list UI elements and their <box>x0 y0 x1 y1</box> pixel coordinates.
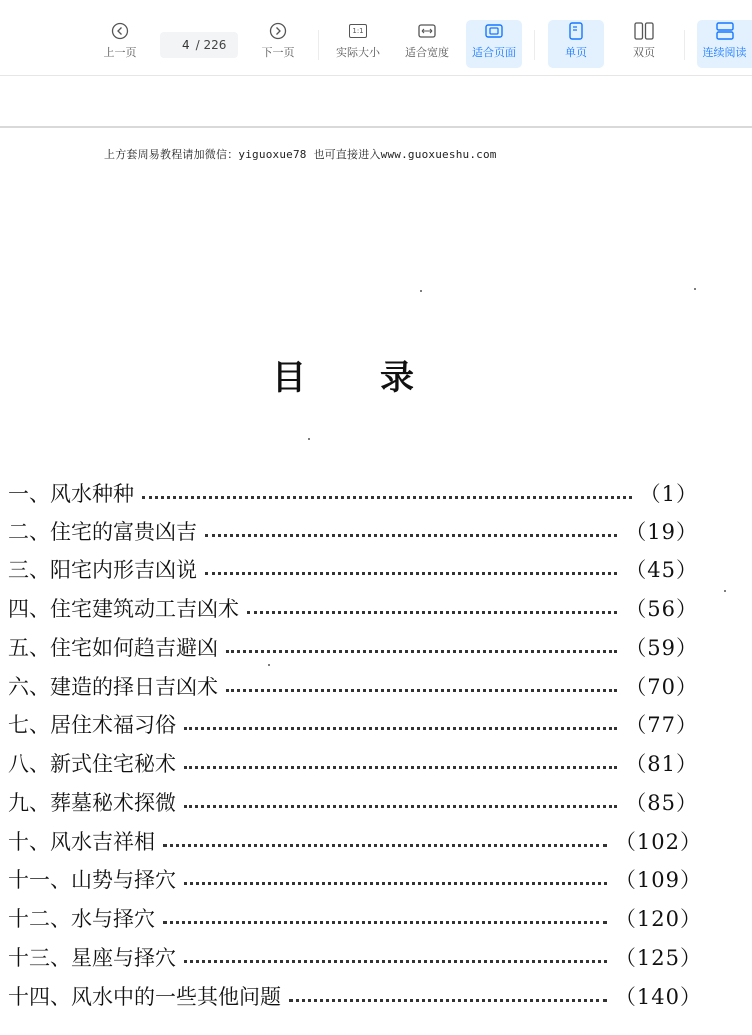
toc-entry-page: （59） <box>625 636 698 660</box>
scan-speck <box>308 438 310 440</box>
toc-entry[interactable] <box>8 591 698 625</box>
page-indicator <box>160 32 238 58</box>
reader-toolbar <box>0 0 752 76</box>
toc-entry-title: 十三、星座与择穴 <box>8 946 176 970</box>
scan-speck <box>694 288 696 290</box>
toc-entry-title: 十、风水吉祥相 <box>8 830 155 854</box>
double-page-icon <box>634 20 654 42</box>
toolbar-divider <box>534 30 535 60</box>
document-page <box>0 130 752 1035</box>
toc-entry-page: （120） <box>614 907 702 931</box>
toc-entry-page: （102） <box>614 830 702 854</box>
toc-dot-leader <box>184 766 617 769</box>
actual-size-icon: 1:1 <box>349 20 367 42</box>
actual-size-label: 实际大小 <box>336 46 380 59</box>
fit-page-icon <box>485 20 503 42</box>
toc-entry[interactable] <box>8 552 698 586</box>
actual-size-button[interactable] <box>332 20 384 68</box>
toc-dot-leader <box>163 921 607 924</box>
toc-dot-leader <box>247 611 617 614</box>
scan-speck <box>420 290 422 292</box>
next-page-button[interactable] <box>256 20 300 68</box>
toc-entry-page: （77） <box>625 713 698 737</box>
page-title: 目录 <box>272 358 488 398</box>
fit-page-label: 适合页面 <box>472 46 516 59</box>
prev-page-label: 上一页 <box>103 46 137 59</box>
toc-entry[interactable] <box>8 707 698 741</box>
toc-entry-page: （19） <box>625 520 698 544</box>
toc-dot-leader <box>226 689 617 692</box>
fit-page-button[interactable] <box>466 20 522 68</box>
toc-dot-leader <box>163 844 607 847</box>
toc-entry-page: （109） <box>614 868 702 892</box>
single-page-label: 单页 <box>565 46 587 59</box>
next-page-label: 下一页 <box>261 46 295 59</box>
toc-dot-leader <box>142 496 632 499</box>
toc-entry-title: 二、住宅的富贵凶吉 <box>8 520 197 544</box>
toc-entry[interactable] <box>8 979 702 1013</box>
toc-entry-title: 十四、风水中的一些其他问题 <box>8 985 281 1009</box>
toc-entry-title: 三、阳宅内形吉凶说 <box>8 558 197 582</box>
toc-entry-title: 七、居住术福习俗 <box>8 713 176 737</box>
toc-entry-page: （140） <box>614 985 702 1009</box>
toolbar-divider <box>684 30 685 60</box>
double-page-label: 双页 <box>633 46 655 59</box>
toc-entry-title: 十一、山势与择穴 <box>8 868 176 892</box>
toc-entry-title: 六、建造的择日吉凶术 <box>8 675 218 699</box>
toc-dot-leader <box>226 650 617 653</box>
toc-dot-leader <box>289 999 607 1002</box>
toc-entry[interactable] <box>8 746 698 780</box>
toc-dot-leader <box>184 727 617 730</box>
toc-entry-title: 九、葬墓秘术探微 <box>8 791 176 815</box>
toc-entry-page: （56） <box>625 597 698 621</box>
toolbar-divider <box>318 30 319 60</box>
toc-entry[interactable] <box>8 669 698 703</box>
toc-entry[interactable] <box>8 476 698 510</box>
toc-dot-leader <box>205 572 617 575</box>
toc-entry-title: 五、住宅如何趋吉避凶 <box>8 636 218 660</box>
fit-width-icon <box>418 20 436 42</box>
toc-entry-page: （125） <box>614 946 702 970</box>
toc-entry-title: 一、风水种种 <box>8 482 134 506</box>
toc-dot-leader <box>184 805 617 808</box>
scan-speck <box>724 590 726 592</box>
page-number-input[interactable] <box>172 38 190 52</box>
continuous-reading-label: 连续阅读 <box>702 46 747 59</box>
toc-entry[interactable] <box>8 785 698 819</box>
toc-entry[interactable] <box>8 940 702 974</box>
scan-speck <box>268 664 270 666</box>
toc-dot-leader <box>184 960 607 963</box>
fit-width-button[interactable] <box>399 20 455 68</box>
toc-entry-page: （85） <box>625 791 698 815</box>
prev-page-button[interactable] <box>98 20 142 68</box>
single-page-icon <box>569 20 583 42</box>
toc-entry-page: （70） <box>625 675 698 699</box>
chevron-left-circle-icon <box>111 20 129 42</box>
toc-dot-leader <box>184 882 607 885</box>
toc-entry[interactable] <box>8 630 698 664</box>
toc-entry[interactable] <box>8 862 702 896</box>
toc-entry[interactable] <box>8 514 698 548</box>
continuous-reading-button[interactable] <box>697 20 752 68</box>
single-page-button[interactable] <box>548 20 604 68</box>
toc-entry[interactable] <box>8 901 702 935</box>
toc-dot-leader <box>205 534 617 537</box>
toc-entry-page: （1） <box>639 482 698 506</box>
double-page-button[interactable] <box>616 20 672 68</box>
toc-entry-page: （81） <box>625 752 698 776</box>
page-gap <box>0 76 752 128</box>
toc-entry-title: 四、住宅建筑动工吉凶术 <box>8 597 239 621</box>
toc-entry[interactable] <box>8 824 702 858</box>
toc-entry-title: 八、新式住宅秘术 <box>8 752 176 776</box>
toc-entry-title: 十二、水与择穴 <box>8 907 155 931</box>
chevron-right-circle-icon <box>269 20 287 42</box>
page-total: / 226 <box>195 38 227 52</box>
page-header-note: 上方套周易教程请加微信：yiguoxue78 也可直接进入www.guoxueshu.com <box>104 148 497 161</box>
toc-entry-page: （45） <box>625 558 698 582</box>
continuous-reading-icon <box>716 20 734 42</box>
fit-width-label: 适合宽度 <box>405 46 449 59</box>
